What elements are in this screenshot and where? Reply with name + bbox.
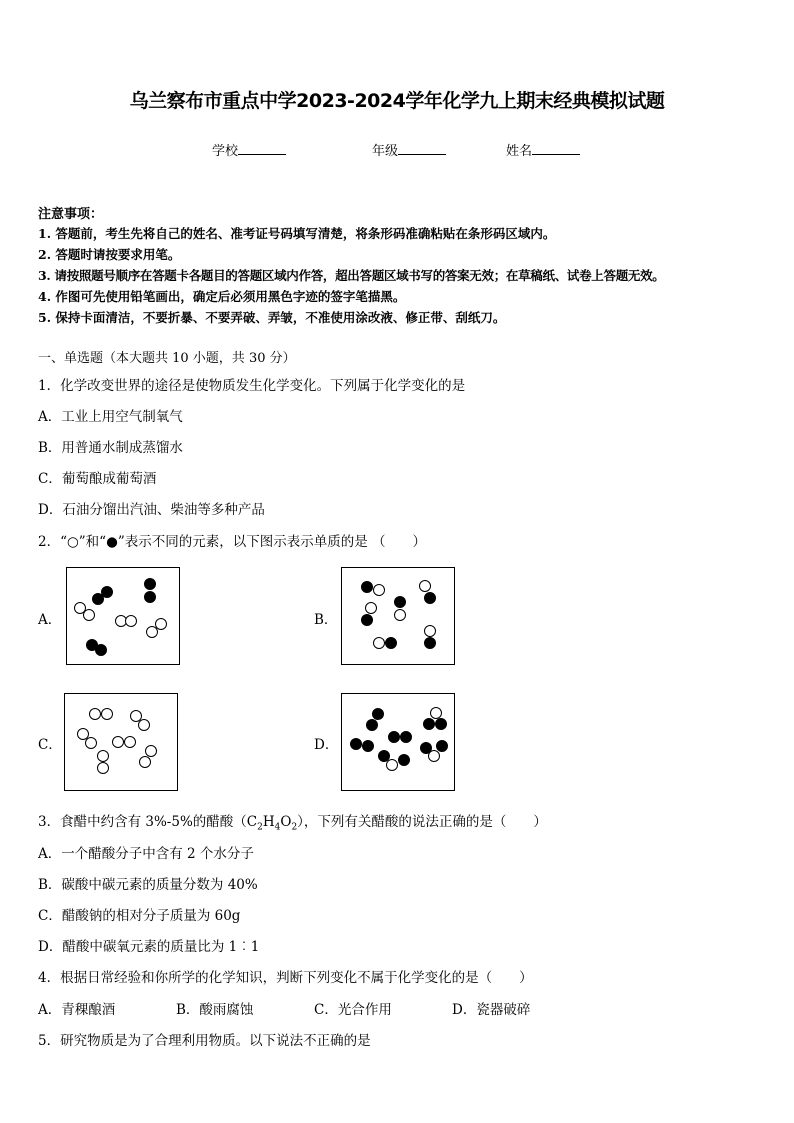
question-3-stem: 3．食醋中约含有 3%-5%的醋酸$(C_2H_4O_2)$，下列有关醋酸的说法正确的是（ ） [38,814,547,833]
question-3-option-a[interactable]: A．一个醋酸分子中含有 2 个水分子 [38,846,254,862]
question-2-label-c[interactable]: C． [38,737,62,753]
question-1-option-d[interactable]: D．石油分馏出汽油、柴油等多种产品 [38,502,265,518]
molecule-diagram-d [341,693,455,791]
question-1-option-b[interactable]: B．用普通水制成蒸馏水 [38,440,183,456]
school-field [212,140,286,159]
question-2-label-b[interactable]: B． [314,612,338,628]
note-item: 1. 答题前，考生先将自己的姓名、准考证号码填写清楚，将条形码准确粘贴在条形码区域内。 [38,226,556,241]
note-item: 5. 保持卡面清洁，不要折暴、不要弄破、弄皱，不准使用涂改液、修正带、刮纸刀。 [38,310,506,325]
name-label: 姓名 [506,144,533,159]
note-item: 3. 请按照题号顺序在答题卡各题目的答题区域内作答，超出答题区域书写的答案无效；在草稿纸、试卷上答题无效。 [38,268,665,283]
molecule-diagram-a [66,567,180,665]
molecule-svg-c [65,694,177,790]
question-2-label-a[interactable]: A． [38,612,62,628]
grade-field [372,140,446,159]
molecule-svg-a [67,568,179,664]
school-label: 学校 [212,144,239,159]
section-title: 一、单选题（本大题共 10 小题，共 30 分） [38,351,296,366]
question-5-stem: 5．研究物质是为了合理利用物质。以下说法不正确的是 [38,1033,371,1049]
question-4-option-c[interactable]: C．光合作用 [314,1002,392,1018]
grade-blank[interactable] [398,142,446,155]
grade-label: 年级 [372,144,399,159]
question-4-option-d[interactable]: D．瓷器破碎 [452,1002,531,1018]
question-4-option-a[interactable]: A．青稞酿酒 [38,1002,116,1018]
molecule-svg-b [342,568,454,664]
molecule-diagram-b [341,567,455,665]
question-3-option-c[interactable]: C．醋酸钠的相对分子质量为 60g [38,908,241,924]
note-item: 4. 作图可先使用铅笔画出，确定后必须用黑色字迹的签字笔描黑。 [38,289,406,304]
question-3-option-b[interactable]: B．碳酸中碳元素的质量分数为 40% [38,877,258,893]
question-3-stem-pre: 3．食醋中约含有 3%-5%的醋酸（C [38,814,258,830]
molecule-diagram-c [64,693,178,791]
molecule-svg-d [342,694,454,790]
question-3-stem-post: ），下列有关醋酸的说法正确的是（ ） [297,814,547,830]
page-title: 乌兰察布市重点中学2023-2024学年化学九上期末经典模拟试题 [129,90,665,112]
question-1-stem: 1．化学改变世界的途径是使物质发生化学变化。下列属于化学变化的是 [38,378,466,394]
name-blank[interactable] [532,142,580,155]
name-field [506,140,580,159]
question-1-option-a[interactable]: A．工业上用空气制氧气 [38,409,183,425]
question-3-option-d[interactable]: D．醋酸中碳氧元素的质量比为 1︰1 [38,939,260,955]
question-4-stem: 4．根据日常经验和你所学的化学知识，判断下列变化不属于化学变化的是（ ） [38,970,533,986]
note-item: 2. 答题时请按要求用笔。 [38,247,181,262]
question-4-option-b[interactable]: B．酸雨腐蚀 [176,1002,254,1018]
notes-heading: 注意事项： [38,207,104,222]
question-2-stem: 2．“○”和“●”表示不同的元素，以下图示表示单质的是 （ ） [38,534,427,550]
question-1-option-c[interactable]: C．葡萄酿成葡萄酒 [38,471,157,487]
school-blank[interactable] [238,142,286,155]
question-2-label-d[interactable]: D． [314,737,339,753]
